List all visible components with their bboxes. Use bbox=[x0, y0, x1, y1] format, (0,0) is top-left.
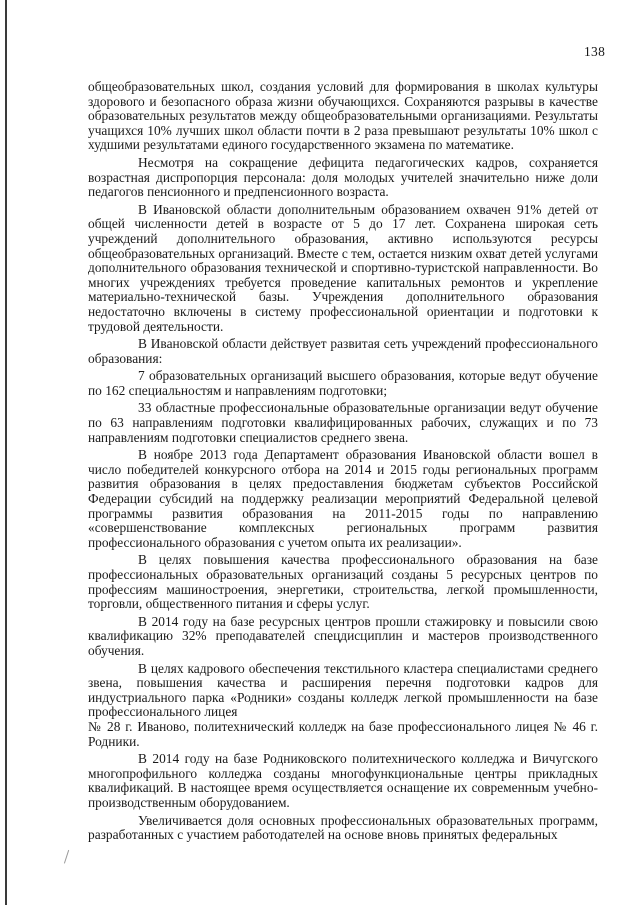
document-body bbox=[88, 80, 598, 846]
page-edge bbox=[5, 0, 7, 905]
paragraph: В 2014 году на базе Родниковского политехнического колледжа и Вичугского многопрофильного колледжа созданы многофункциональные центры прикладных квалификаций. В настоящее время осуществляется оснащение их современным учебно-производственным оборудованием. bbox=[88, 751, 598, 810]
paragraph-continuation: № 28 г. Иваново, политехнический колледж на базе профессионального лицея № 46 г. Родники. bbox=[88, 718, 598, 749]
paragraph: В ноябре 2013 года Департамент образования Ивановской области вошел в число победителей конкурсного отбора на 2014 и 2015 годы региональных программ развития образования в целях предоставления бюджетам субъектов Российской Федерации субсидий на поддержку реализации мероприятий Федеральной целевой программы развития образования на 2011-2015 годы по направлению «совершенствование комплексных региональных программ развития профессионального образования с учетом опыта их реализации». bbox=[88, 447, 598, 550]
list-item: 33 областные профессиональные образовательные организации ведут обучение по 63 направлениям подготовки квалифицированных рабочих, служащих и по 73 направлениям подготовки специалистов среднего звена. bbox=[88, 400, 598, 445]
list-item: 7 образовательных организаций высшего образования, которые ведут обучение по 162 специальностям и направлениям подготовки; bbox=[88, 368, 598, 398]
paragraph: Несмотря на сокращение дефицита педагогических кадров, сохраняется возрастная диспропорция персонала: доля молодых учителей значительно ниже доли педагогов пенсионного и предпенсионного возраста. bbox=[88, 154, 598, 200]
scan-mark bbox=[64, 850, 71, 864]
paragraph: В целях повышения качества профессионального образования на базе профессиональных образовательных организаций созданы 5 ресурсных центров по профессиям машиностроения, энергетики, строительства, легкой промышленности, торговли, общественного питания и сферы услуг. bbox=[88, 552, 598, 612]
page-number: 138 bbox=[584, 44, 606, 59]
paragraph: В 2014 году на базе ресурсных центров прошли стажировку и повысили свою квалификацию 32% преподавателей спецдисциплин и мастеров производственного обучения. bbox=[88, 613, 598, 658]
paragraph: Увеличивается доля основных профессиональных образовательных программ, разработанных с участием работодателей на основе вновь принятых федеральных bbox=[88, 812, 598, 843]
paragraph: В Ивановской области действует развитая сеть учреждений профессионального образования: bbox=[88, 336, 598, 366]
paragraph: В целях кадрового обеспечения текстильного кластера специалистами среднего звена, повышения качества и расширения перечня подготовки кадров для индустриального парка «Родники» созданы колледж легкой промышленности на базе профессионального лицея bbox=[88, 660, 598, 720]
paragraph: общеобразовательных школ, создания условий для формирования в школах культуры здорового и безопасного образа жизни обучающихся. Сохраняются разрывы в качестве образовательных результатов между общеобразовательными организациями. Результаты учащихся 10% лучших школ области почти в 2 раза превышают результаты 10% школ с худшими результатами единого государственного экзамена по математике. bbox=[88, 79, 598, 153]
paragraph: В Ивановской области дополнительным образованием охвачен 91% детей от общей численности детей в возрасте от 5 до 17 лет. Сохранена широкая сеть учреждений дополнительного образования, активно используются ресурсы общеобразовательных организаций. Вместе с тем, остается низким охват детей услугами дополнительного образования технической и спортивно-туристской направленности. Во многих учреждениях требуется проведение капитальных ремонтов и укрепление материально-технической базы. Учреждения дополнительного образования недостаточно включены в систему профессиональной ориентации и подготовки к трудовой деятельности. bbox=[88, 201, 598, 334]
